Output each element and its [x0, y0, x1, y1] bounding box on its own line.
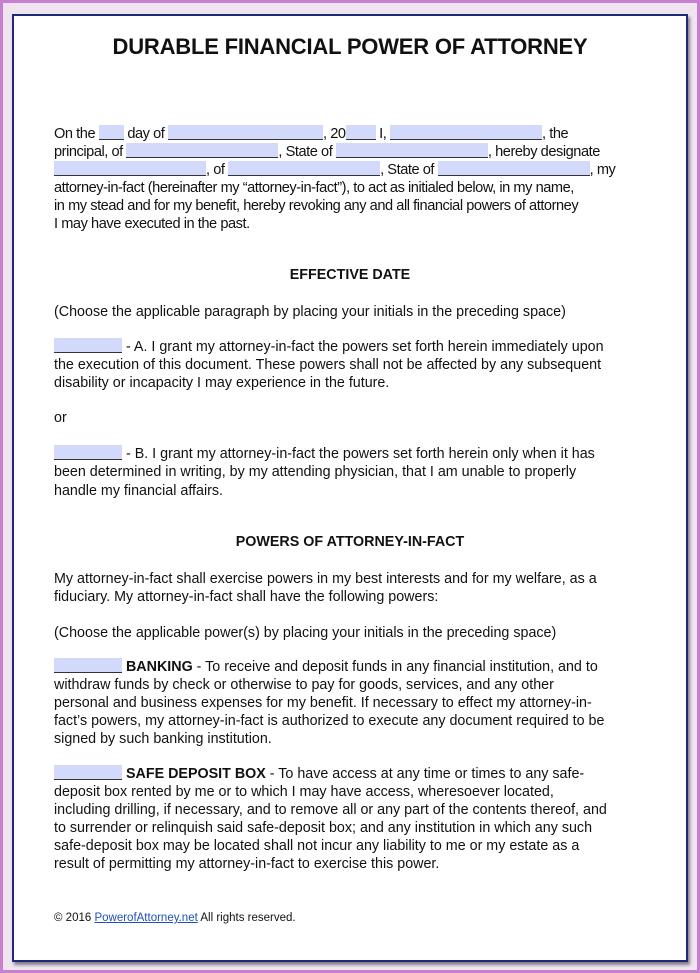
- safe-deposit-initials-field[interactable]: [54, 765, 122, 780]
- agent-state-field[interactable]: [438, 161, 590, 176]
- effective-date-heading: EFFECTIVE DATE: [289, 267, 411, 283]
- effective-instruction: (Choose the applicable paragraph by placing your initials in the preceding space): [54, 304, 566, 320]
- intro-line-2: principal, of , State of , hereby designate: [54, 144, 600, 160]
- banking-line-4: fact’s powers, my attorney-in-fact is authorized to execute any document required to be: [54, 713, 605, 729]
- safe-deposit-line-2: deposit box rented by me or to which I may have access, wheresoever located,: [54, 784, 554, 800]
- banking-initials-field[interactable]: [54, 658, 122, 673]
- option-b-line-1: - B. I grant my attorney-in-fact the powers set forth herein only when it has: [54, 445, 595, 463]
- powers-heading: POWERS OF ATTORNEY-IN-FACT: [235, 534, 465, 550]
- year-field[interactable]: [346, 125, 376, 140]
- month-field[interactable]: [168, 125, 323, 140]
- banking-line-2: withdraw funds by check or otherwise to pay for goods, services, and any other: [54, 677, 554, 693]
- safe-deposit-line-6: result of permitting my attorney-in-fact to exercise this power.: [54, 856, 440, 872]
- intro-line-4: attorney-in-fact (hereinafter my “attorney-in-fact”), to act as initialed below, in my name,: [54, 180, 574, 196]
- option-b-line-2: been determined in writing, by my attending physician, that I am unable to properly: [54, 464, 577, 480]
- footer: © 2016 PowerofAttorney.net All rights reserved.: [54, 912, 296, 924]
- safe-deposit-line-1: SAFE DEPOSIT BOX - To have access at any time or times to any safe-: [54, 765, 584, 783]
- principal-name-field[interactable]: [390, 125, 542, 140]
- intro-line-3: , of , State of , my: [54, 161, 615, 179]
- safe-deposit-line-4: to surrender or relinquish said safe-deposit box; and any institution in which any such: [54, 820, 593, 836]
- option-a-line-2: the execution of this document. These powers shall not be affected by any subsequent: [54, 357, 602, 373]
- powers-intro-line-2: fiduciary. My attorney-in-fact shall have the following powers:: [54, 589, 439, 605]
- powers-instruction: (Choose the applicable power(s) by placing your initials in the preceding space): [54, 625, 557, 641]
- banking-line-3: personal and business expenses for my benefit. If necessary to effect my attorney-in-: [54, 695, 592, 711]
- agent-city-field[interactable]: [228, 161, 380, 176]
- intro-line-6: I may have executed in the past.: [54, 216, 250, 232]
- option-a-line-3: disability or incapacity I may experience in the future.: [54, 375, 390, 391]
- website-link[interactable]: PowerofAttorney.net: [94, 912, 198, 924]
- option-a-line-1: - A. I grant my attorney-in-fact the powers set forth herein immediately upon: [54, 338, 604, 356]
- option-b-initials-field[interactable]: [54, 445, 122, 460]
- document-title: DURABLE FINANCIAL POWER OF ATTORNEY: [112, 34, 588, 59]
- safe-deposit-line-3: including drilling, if necessary, and to remove all or any part of the contents thereof, and: [54, 802, 607, 818]
- or-text: or: [54, 410, 67, 426]
- document-page: [12, 14, 688, 962]
- intro-line-1: On the day of , 20 I, , the: [54, 126, 569, 142]
- option-a-initials-field[interactable]: [54, 338, 122, 353]
- safe-deposit-line-5: safe-deposit box may be located shall not incur any liability to me or my estate as a: [54, 838, 580, 854]
- banking-line-5: signed by such banking institution.: [54, 731, 272, 747]
- option-b-line-3: handle my financial affairs.: [54, 483, 224, 499]
- banking-line-1: BANKING - To receive and deposit funds in any financial institution, and to: [54, 658, 598, 676]
- principal-city-field[interactable]: [126, 143, 278, 158]
- powers-intro-line-1: My attorney-in-fact shall exercise powers in my best interests and for my welfare, as a: [54, 571, 597, 587]
- intro-line-5: in my stead and for my benefit, hereby revoking any and all financial powers of attorney: [54, 198, 579, 214]
- day-field[interactable]: [99, 125, 124, 140]
- principal-state-field[interactable]: [336, 143, 488, 158]
- agent-name-field[interactable]: [54, 161, 206, 176]
